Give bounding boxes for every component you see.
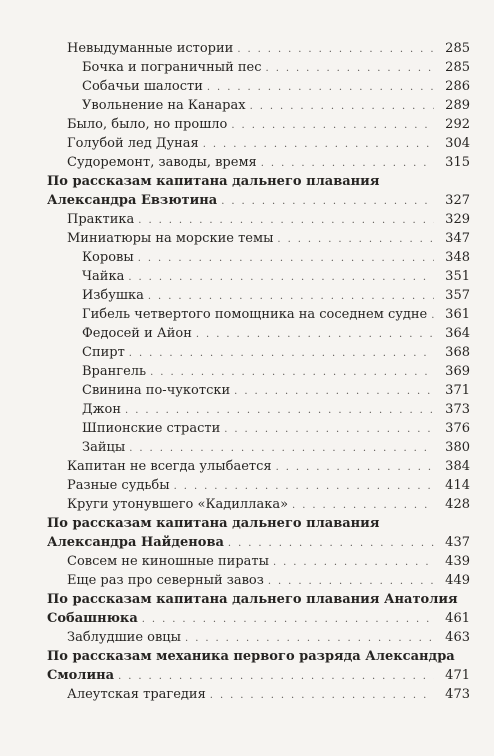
toc-leader-dots xyxy=(129,439,434,458)
toc-leader-dots xyxy=(118,667,434,686)
toc-entry[interactable] xyxy=(0,419,494,438)
toc-section-title: Александра Евзютина xyxy=(47,193,218,208)
toc-page-number: 329 xyxy=(445,212,470,227)
toc-leader-dots xyxy=(128,268,434,287)
toc-page-number: 289 xyxy=(445,98,470,113)
toc-page-number: 373 xyxy=(445,402,470,417)
toc-entry[interactable] xyxy=(0,476,494,495)
toc-page-number: 463 xyxy=(445,630,470,645)
section-heading-line: По рассказам капитана дальнего плавания xyxy=(47,174,380,189)
toc-leader-dots xyxy=(138,211,434,230)
toc-leader-dots xyxy=(174,477,434,496)
toc-leader-dots xyxy=(234,382,434,401)
toc-section-entry[interactable] xyxy=(0,666,494,685)
toc-page-number: 439 xyxy=(445,554,470,569)
toc-entry[interactable] xyxy=(0,153,494,172)
toc-entry-title: Свинина по-чукотски xyxy=(82,383,231,398)
toc-leader-dots xyxy=(210,686,434,705)
toc-entry[interactable] xyxy=(0,685,494,704)
toc-entry[interactable] xyxy=(0,628,494,647)
toc-leader-dots xyxy=(185,629,434,648)
toc-page-number: 437 xyxy=(445,535,470,550)
toc-entry[interactable] xyxy=(0,324,494,343)
toc-entry-title: Заблудшие овцы xyxy=(67,630,182,645)
toc-leader-dots xyxy=(221,192,434,211)
toc-page-number: 376 xyxy=(445,421,470,436)
toc-entry[interactable] xyxy=(0,229,494,248)
toc-leader-dots xyxy=(231,116,434,135)
toc-leader-dots xyxy=(277,230,434,249)
toc-section-entry[interactable] xyxy=(0,533,494,552)
toc-entry-title: Практика xyxy=(67,212,135,227)
toc-entry[interactable] xyxy=(0,286,494,305)
toc-entry[interactable] xyxy=(0,400,494,419)
toc-entry[interactable] xyxy=(0,381,494,400)
toc-page-number: 357 xyxy=(445,288,470,303)
toc-entry-title: Джон xyxy=(82,402,122,417)
toc-section-entry[interactable] xyxy=(0,609,494,628)
toc-entry-title: Миниатюры на морские темы xyxy=(67,231,274,246)
toc-leader-dots xyxy=(138,249,434,268)
toc-page-number: 369 xyxy=(445,364,470,379)
toc-leader-dots xyxy=(142,610,434,629)
toc-page-number: 361 xyxy=(445,307,470,322)
toc-entry-title: Врангель xyxy=(82,364,147,379)
toc-entry-title: Невыдуманные истории xyxy=(67,41,234,56)
toc-entry-title: Круги утонувшего «Кадиллака» xyxy=(67,497,289,512)
toc-section-entry[interactable] xyxy=(0,191,494,210)
toc-entry-title: Избушка xyxy=(82,288,144,303)
toc-entry[interactable] xyxy=(0,305,494,324)
toc-leader-dots xyxy=(268,572,434,591)
section-heading-line: По рассказам капитана дальнего плавания xyxy=(47,516,380,531)
toc-leader-dots xyxy=(266,59,434,78)
toc-leader-dots xyxy=(129,344,434,363)
toc-entry-title: Капитан не всегда улыбается xyxy=(67,459,272,474)
toc-page-number: 473 xyxy=(445,687,470,702)
toc-entry-title: Увольнение на Канарах xyxy=(82,98,246,113)
toc-leader-dots xyxy=(276,458,434,477)
toc-page-number: 351 xyxy=(445,269,470,284)
toc-leader-dots xyxy=(150,363,434,382)
toc-entry[interactable] xyxy=(0,96,494,115)
toc-page-number: 380 xyxy=(445,440,470,455)
toc-page-number: 414 xyxy=(445,478,470,493)
toc-entry[interactable] xyxy=(0,267,494,286)
toc-entry-title: Шпионские страсти xyxy=(82,421,221,436)
toc-page-number: 471 xyxy=(445,668,470,683)
toc-page-number: 285 xyxy=(445,41,470,56)
toc-entry-title: Судоремонт, заводы, время xyxy=(67,155,257,170)
toc-entry[interactable] xyxy=(0,115,494,134)
toc-leader-dots xyxy=(196,325,434,344)
toc-page-number: 461 xyxy=(445,611,470,626)
toc-page-number: 286 xyxy=(445,79,470,94)
toc-entry-title: Федосей и Айон xyxy=(82,326,192,341)
table-of-contents xyxy=(0,39,494,704)
toc-leader-dots xyxy=(237,40,434,59)
toc-entry-title: Совсем не киношные пираты xyxy=(67,554,269,569)
toc-leader-dots xyxy=(224,420,434,439)
toc-entry-title: Бочка и пограничный пес xyxy=(82,60,262,75)
toc-entry-title: Разные судьбы xyxy=(67,478,170,493)
toc-entry[interactable] xyxy=(0,39,494,58)
toc-entry-title: Собачьи шалости xyxy=(82,79,203,94)
toc-leader-dots xyxy=(250,97,434,116)
toc-leader-dots xyxy=(125,401,434,420)
toc-section-title: Смолина xyxy=(47,668,115,683)
toc-leader-dots xyxy=(273,553,434,572)
toc-entry[interactable] xyxy=(0,571,494,590)
toc-entry[interactable] xyxy=(0,495,494,514)
toc-entry[interactable] xyxy=(0,343,494,362)
toc-entry-title: Было, было, но прошло xyxy=(67,117,228,132)
toc-page-number: 428 xyxy=(445,497,470,512)
toc-entry[interactable] xyxy=(0,438,494,457)
toc-leader-dots xyxy=(203,135,434,154)
toc-leader-dots xyxy=(292,496,434,515)
section-heading-line: По рассказам механика первого разряда Александра xyxy=(47,649,455,664)
toc-leader-dots xyxy=(148,287,434,306)
toc-page-number: 364 xyxy=(445,326,470,341)
toc-entry[interactable] xyxy=(0,248,494,267)
toc-section-title: Собашнюка xyxy=(47,611,138,626)
toc-page-number: 348 xyxy=(445,250,470,265)
toc-entry[interactable] xyxy=(0,457,494,476)
toc-section-title: Александра Найденова xyxy=(47,535,224,550)
toc-page-number: 347 xyxy=(445,231,470,246)
toc-entry-title: Алеутская трагедия xyxy=(67,687,206,702)
toc-page-number: 304 xyxy=(445,136,470,151)
toc-entry-title: Голубой лед Дуная xyxy=(67,136,199,151)
toc-entry[interactable] xyxy=(0,362,494,381)
toc-entry-title: Зайцы xyxy=(82,440,126,455)
toc-entry-title: Чайка xyxy=(82,269,125,284)
toc-page-number: 327 xyxy=(445,193,470,208)
toc-entry[interactable] xyxy=(0,210,494,229)
toc-page-number: 449 xyxy=(445,573,470,588)
toc-page-number: 315 xyxy=(445,155,470,170)
toc-page-number: 292 xyxy=(445,117,470,132)
toc-entry-title: Гибель четвертого помощника на соседнем судне xyxy=(82,307,428,322)
toc-page-number: 285 xyxy=(445,60,470,75)
section-heading-line: По рассказам капитана дальнего плавания Анатолия xyxy=(47,592,458,607)
toc-leader-dots xyxy=(207,78,434,97)
toc-entry-title: Коровы xyxy=(82,250,134,265)
toc-page-number: 371 xyxy=(445,383,470,398)
toc-entry[interactable] xyxy=(0,552,494,571)
toc-entry[interactable] xyxy=(0,58,494,77)
toc-leader-dots xyxy=(228,534,434,553)
toc-entry[interactable] xyxy=(0,134,494,153)
toc-entry[interactable] xyxy=(0,77,494,96)
toc-page-number: 384 xyxy=(445,459,470,474)
toc-entry-title: Спирт xyxy=(82,345,125,360)
toc-leader-dots xyxy=(261,154,434,173)
toc-page-number: 368 xyxy=(445,345,470,360)
toc-entry-title: Еще раз про северный завоз xyxy=(67,573,264,588)
